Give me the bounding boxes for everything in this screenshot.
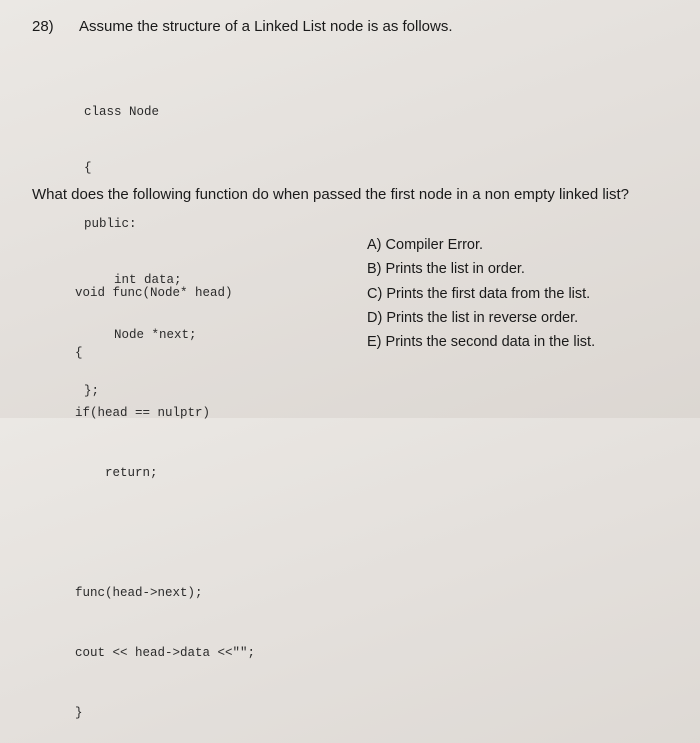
code-line: } <box>75 706 83 720</box>
code-line <box>75 523 255 543</box>
code-line: if(head == nulptr) <box>75 406 211 420</box>
code-line: class Node <box>84 105 160 120</box>
code-line: return; <box>75 466 158 480</box>
question-prompt: Assume the structure of a Linked List node is as follows. <box>79 18 453 35</box>
answer-options <box>367 237 596 350</box>
code-line: void func(Node* head) <box>75 286 233 300</box>
code-line: }; <box>84 384 100 399</box>
code-line: public: <box>84 216 137 231</box>
option-a: A) Compiler Error. <box>367 237 484 253</box>
option-e: E) Prints the second data in the list. <box>367 334 596 350</box>
code-line: { <box>75 346 83 360</box>
code-line: cout << head->data <<""; <box>75 646 256 660</box>
option-b: B) Prints the list in order. <box>367 261 525 277</box>
question-text: What does the following function do when passed the first node in a non empty linked list? <box>32 186 630 203</box>
option-d: D) Prints the list in reverse order. <box>367 310 579 326</box>
question-number: 28) <box>32 18 54 35</box>
code-line: { <box>84 160 92 175</box>
option-c: C) Prints the first data from the list. <box>367 286 591 302</box>
code-block-func <box>75 243 255 743</box>
code-line: int data; <box>84 272 182 287</box>
code-line: Node *next; <box>84 328 197 343</box>
code-line: func(head->next); <box>75 586 203 600</box>
